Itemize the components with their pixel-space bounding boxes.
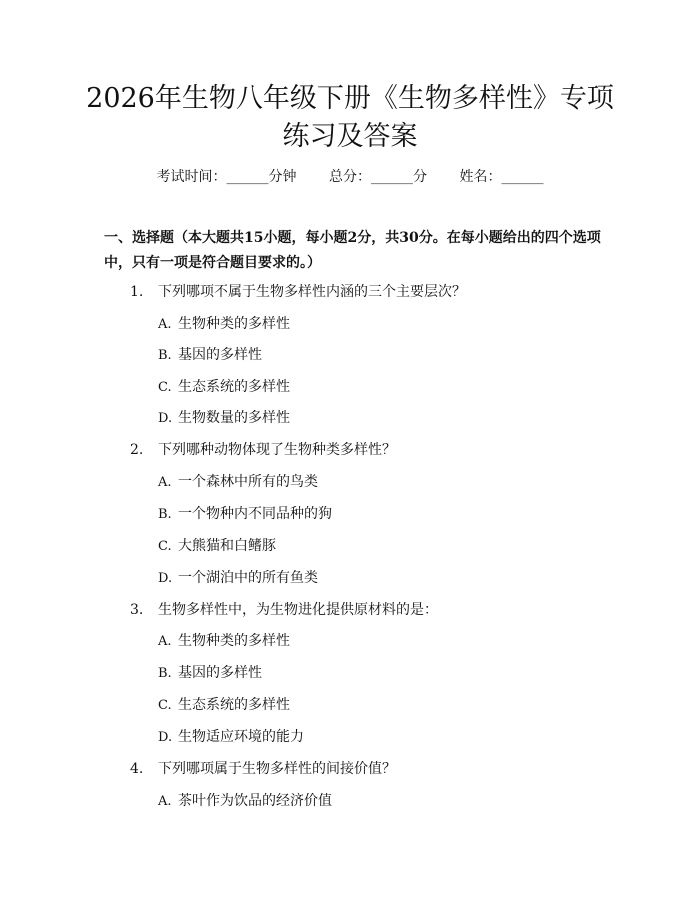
question-2	[130, 440, 396, 460]
question-number: 3.	[130, 602, 144, 618]
option-1b	[158, 345, 262, 366]
exam-time: 考试时间：______分钟	[156, 169, 297, 185]
option-letter: B.	[158, 348, 172, 363]
option-text: 一个森林中所有的鸟类	[178, 474, 318, 490]
option-text: 生物适应环境的能力	[178, 729, 304, 745]
option-3a	[158, 631, 290, 652]
page-title	[60, 80, 640, 156]
question-text: 下列哪项不属于生物多样性内涵的三个主要层次？	[158, 284, 466, 300]
title-line-2: 练习及答案	[282, 121, 418, 152]
option-text: 生物数量的多样性	[178, 410, 290, 426]
option-letter: C.	[158, 698, 172, 713]
student-name: 姓名：______	[459, 169, 544, 185]
option-1a	[158, 314, 290, 335]
question-1	[130, 282, 466, 302]
option-1c	[158, 377, 290, 398]
option-letter: B.	[158, 666, 172, 681]
option-letter: D.	[158, 730, 173, 745]
question-text: 生物多样性中，为生物进化提供原材料的是：	[158, 602, 438, 618]
option-text: 茶叶作为饮品的经济价值	[178, 793, 332, 809]
option-text: 基因的多样性	[178, 347, 262, 363]
option-letter: C.	[158, 539, 172, 554]
option-2a	[158, 472, 318, 493]
exam-score: 总分：______分	[329, 169, 427, 185]
question-4	[130, 759, 396, 779]
option-text: 生物种类的多样性	[178, 633, 290, 649]
option-letter: D.	[158, 571, 173, 586]
option-letter: A.	[158, 634, 172, 649]
question-number: 4.	[130, 761, 144, 777]
option-1d	[158, 408, 290, 429]
option-2d	[158, 568, 318, 589]
question-number: 2.	[130, 442, 144, 458]
option-2c	[158, 536, 276, 557]
option-letter: A.	[158, 794, 172, 809]
option-4a	[158, 791, 332, 812]
option-3d	[158, 727, 304, 748]
question-text: 下列哪项属于生物多样性的间接价值？	[158, 761, 396, 777]
option-letter: A.	[158, 317, 172, 332]
option-letter: D.	[158, 411, 173, 426]
option-text: 大熊猫和白鳍豚	[178, 538, 276, 554]
option-letter: B.	[158, 507, 172, 522]
option-text: 生态系统的多样性	[178, 697, 290, 713]
option-text: 一个湖泊中的所有鱼类	[178, 570, 318, 586]
question-text: 下列哪种动物体现了生物种类多样性？	[158, 442, 396, 458]
exam-info	[0, 166, 700, 188]
option-3c	[158, 695, 290, 716]
option-letter: A.	[158, 475, 172, 490]
option-2b	[158, 504, 332, 525]
question-number: 1.	[130, 284, 144, 300]
option-text: 生态系统的多样性	[178, 379, 290, 395]
title-line-1: 2026年生物八年级下册《生物多样性》专项	[86, 83, 614, 114]
question-3	[130, 600, 438, 620]
option-text: 基因的多样性	[178, 665, 262, 681]
option-text: 一个物种内不同品种的狗	[178, 506, 332, 522]
section-heading: 一、选择题（本大题共15小题，每小题2分，共30分。在每小题给出的四个选项中，只有一项是符合题目要求的。）	[104, 230, 601, 271]
option-3b	[158, 663, 262, 684]
option-text: 生物种类的多样性	[178, 316, 290, 332]
option-letter: C.	[158, 380, 172, 395]
